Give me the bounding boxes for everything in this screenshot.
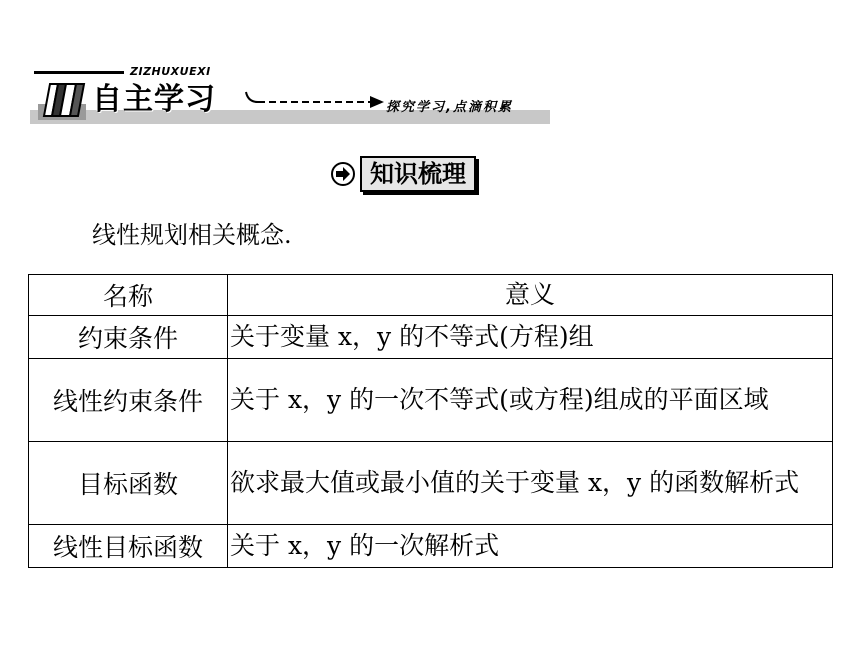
table-row: [29, 316, 833, 359]
row-meaning: 欲求最大值或最小值的关于变量 x，y 的函数解析式: [228, 442, 833, 525]
row-meaning: 关于 x，y 的一次解析式: [228, 525, 833, 568]
banner-pinyin: ZIZHUXUEXI: [130, 65, 211, 78]
row-name: 线性约束条件: [29, 359, 228, 442]
row-meaning: 关于变量 x，y 的不等式(方程)组: [228, 316, 833, 359]
book-icon: [36, 78, 88, 122]
banner-rule: [34, 71, 124, 74]
intro-text: 线性规划相关概念.: [92, 221, 292, 249]
banner-title: 自主学习: [92, 82, 216, 117]
section-banner: [30, 64, 550, 128]
table-row: [29, 525, 833, 568]
table-row: [29, 442, 833, 525]
row-name: 线性目标函数: [29, 525, 228, 568]
arrow-circle-icon: [330, 161, 356, 187]
table-header-row: [29, 275, 833, 316]
row-meaning: 关于 x，y 的一次不等式(或方程)组成的平面区域: [228, 359, 833, 442]
concepts-table: [28, 274, 833, 568]
row-name: 约束条件: [29, 316, 228, 359]
header-name: 名称: [29, 275, 228, 316]
banner-subtitle: 探究学习,点滴积累: [386, 100, 513, 115]
header-meaning: 意义: [228, 275, 833, 316]
table-row: [29, 359, 833, 442]
row-name: 目标函数: [29, 442, 228, 525]
dashed-arrow-icon: [244, 90, 386, 110]
section-badge: [330, 155, 476, 193]
badge-label: 知识梳理: [360, 156, 476, 192]
